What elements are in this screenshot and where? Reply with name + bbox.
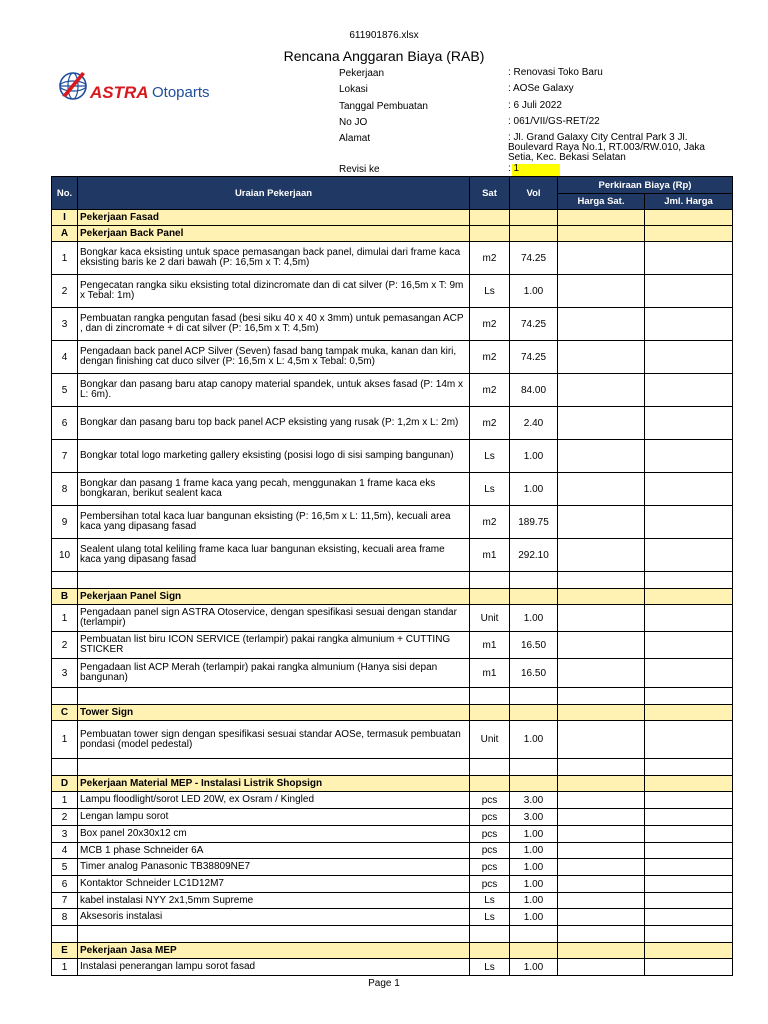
row-description: Bongkar dan pasang 1 frame kaca yang pecah, menggunakan 1 frame kaca eks bongkaran, berikut sealent kaca — [78, 473, 470, 506]
table-row — [52, 605, 733, 632]
row-volume: 2.40 — [510, 407, 558, 440]
row-description: Lengan lampu sorot — [78, 809, 470, 826]
row-unit-price — [558, 473, 645, 506]
row-unit-price — [558, 605, 645, 632]
meta-value-pekerjaan: : Renovasi Toko Baru — [508, 67, 603, 78]
table-row — [52, 374, 733, 407]
row-volume — [510, 943, 558, 959]
row-total-price — [645, 506, 733, 539]
row-total-price — [645, 959, 733, 976]
row-total-price — [645, 242, 733, 275]
row-unit: m2 — [470, 341, 510, 374]
row-description: Pembuatan rangka pengutan fasad (besi siku 40 x 40 x 3mm) untuk pemasangan ACP , dan di zincromate + di cat silver (P: 16,5m x T: 4,5m) — [78, 308, 470, 341]
row-description: Tower Sign — [78, 705, 470, 721]
row-volume — [510, 226, 558, 242]
table-row — [52, 632, 733, 659]
row-unit-price — [558, 688, 645, 705]
row-volume: 16.50 — [510, 632, 558, 659]
row-number: 1 — [52, 959, 78, 976]
row-total-price — [645, 308, 733, 341]
blank-row — [52, 759, 733, 776]
table-row — [52, 473, 733, 506]
row-volume — [510, 572, 558, 589]
row-total-price — [645, 759, 733, 776]
row-total-price — [645, 407, 733, 440]
row-volume — [510, 705, 558, 721]
row-description: Pengadaan back panel ACP Silver (Seven) fasad bang tampak muka, kanan dan kiri, dengan finishing cat duco silver (P: 16,5m x L: 4,5m x Tebal: 0,5m) — [78, 341, 470, 374]
row-number: 4 — [52, 843, 78, 859]
row-description: Pekerjaan Material MEP - Instalasi Listrik Shopsign — [78, 776, 470, 792]
row-unit: m2 — [470, 407, 510, 440]
header-perkiraan-biaya: Perkiraan Biaya (Rp) — [558, 177, 733, 194]
row-unit-price — [558, 876, 645, 893]
row-description: Bongkar dan pasang baru atap canopy material spandek, untuk akses fasad (P: 14m x L: 6m). — [78, 374, 470, 407]
row-unit — [470, 210, 510, 226]
row-unit — [470, 705, 510, 721]
row-unit — [470, 688, 510, 705]
row-unit-price — [558, 210, 645, 226]
table-row — [52, 242, 733, 275]
row-unit-price — [558, 809, 645, 826]
table-row — [52, 308, 733, 341]
row-volume: 16.50 — [510, 659, 558, 688]
meta-value-alamat: : Jl. Grand Galaxy City Central Park 3 Jl. Boulevard Raya No.1, RT.003/RW.010, Jaka Setia, Kec. Bekasi Selatan — [508, 133, 705, 163]
row-number: C — [52, 705, 78, 721]
table-row — [52, 659, 733, 688]
header-vol: Vol — [510, 177, 558, 210]
row-number: 2 — [52, 809, 78, 826]
rab-table — [51, 176, 733, 976]
row-number: 7 — [52, 440, 78, 473]
table-row — [52, 341, 733, 374]
row-number — [52, 688, 78, 705]
row-unit-price — [558, 226, 645, 242]
row-number: 1 — [52, 242, 78, 275]
row-unit-price — [558, 407, 645, 440]
row-unit-price — [558, 843, 645, 859]
row-volume: 3.00 — [510, 792, 558, 809]
row-unit-price — [558, 242, 645, 275]
row-unit: m2 — [470, 374, 510, 407]
table-row — [52, 809, 733, 826]
row-total-price — [645, 893, 733, 909]
row-unit: Ls — [470, 440, 510, 473]
logo-brand: ASTRA — [90, 83, 149, 102]
row-number: 10 — [52, 539, 78, 572]
row-total-price — [645, 843, 733, 859]
row-volume: 1.00 — [510, 876, 558, 893]
row-unit — [470, 572, 510, 589]
meta-value-tanggal: : 6 Juli 2022 — [508, 100, 562, 111]
row-unit: pcs — [470, 809, 510, 826]
row-unit-price — [558, 776, 645, 792]
table-row — [52, 859, 733, 876]
row-volume: 1.00 — [510, 859, 558, 876]
row-total-price — [645, 909, 733, 926]
row-unit: m2 — [470, 242, 510, 275]
row-total-price — [645, 792, 733, 809]
row-description: Pembuatan list biru ICON SERVICE (terlampir) pakai rangka almunium + CUTTING STICKER — [78, 632, 470, 659]
table-row — [52, 893, 733, 909]
row-number: 6 — [52, 407, 78, 440]
row-total-price — [645, 605, 733, 632]
row-unit-price — [558, 943, 645, 959]
row-total-price — [645, 859, 733, 876]
row-total-price — [645, 539, 733, 572]
row-unit: pcs — [470, 826, 510, 843]
row-volume: 1.00 — [510, 826, 558, 843]
row-volume: 1.00 — [510, 275, 558, 308]
meta-value-revisi: : 1 — [508, 163, 520, 174]
row-unit: m1 — [470, 632, 510, 659]
row-description: Box panel 20x30x12 cm — [78, 826, 470, 843]
table-row — [52, 440, 733, 473]
row-number: 3 — [52, 308, 78, 341]
row-description: MCB 1 phase Schneider 6A — [78, 843, 470, 859]
row-total-price — [645, 210, 733, 226]
row-unit-price — [558, 275, 645, 308]
row-total-price — [645, 632, 733, 659]
meta-label-pekerjaan: Pekerjaan — [339, 68, 385, 79]
row-volume — [510, 589, 558, 605]
row-total-price — [645, 440, 733, 473]
blank-row — [52, 572, 733, 589]
row-number: 2 — [52, 275, 78, 308]
row-volume: 1.00 — [510, 473, 558, 506]
section-row — [52, 226, 733, 242]
page-number: Page 1 — [368, 978, 400, 989]
row-unit-price — [558, 506, 645, 539]
section-row — [52, 776, 733, 792]
row-volume — [510, 210, 558, 226]
table-row — [52, 407, 733, 440]
header-no: No. — [52, 177, 78, 210]
row-total-price — [645, 659, 733, 688]
row-total-price — [645, 943, 733, 959]
row-description: Sealent ulang total keliling frame kaca luar bangunan eksisting, kecuali area frame kaca yang dipasang fasad — [78, 539, 470, 572]
row-unit — [470, 589, 510, 605]
meta-value-lokasi: : AOSe Galaxy — [508, 83, 574, 94]
table-row — [52, 506, 733, 539]
row-description: Lampu floodlight/sorot LED 20W, ex Osram / Kingled — [78, 792, 470, 809]
row-description: Pembuatan tower sign dengan spesifikasi sesuai standar AOSe, termasuk pembuatan pondasi (model pedestal) — [78, 721, 470, 759]
table-row — [52, 959, 733, 976]
row-unit: m2 — [470, 308, 510, 341]
row-number: E — [52, 943, 78, 959]
row-volume: 1.00 — [510, 959, 558, 976]
row-number: I — [52, 210, 78, 226]
row-unit-price — [558, 959, 645, 976]
row-unit: m1 — [470, 659, 510, 688]
row-volume: 189.75 — [510, 506, 558, 539]
row-number: 8 — [52, 473, 78, 506]
meta-value-nojo: : 061/VII/GS-RET/22 — [508, 116, 600, 127]
row-total-price — [645, 826, 733, 843]
row-unit-price — [558, 308, 645, 341]
row-number: 7 — [52, 893, 78, 909]
row-description — [78, 926, 470, 943]
row-unit: pcs — [470, 859, 510, 876]
row-unit-price — [558, 721, 645, 759]
meta-label-lokasi: Lokasi — [339, 84, 368, 95]
document-title: Rencana Anggaran Biaya (RAB) — [283, 48, 485, 64]
row-description: Timer analog Panasonic TB38809NE7 — [78, 859, 470, 876]
row-total-price — [645, 776, 733, 792]
row-unit — [470, 759, 510, 776]
blank-row — [52, 926, 733, 943]
row-description: Pembersihan total kaca luar bangunan eksisting (P: 16,5m x L: 11,5m), kecuali area kaca yang dipasang fasad — [78, 506, 470, 539]
row-volume: 1.00 — [510, 605, 558, 632]
row-unit: Ls — [470, 275, 510, 308]
row-unit-price — [558, 341, 645, 374]
row-description: Pekerjaan Jasa MEP — [78, 943, 470, 959]
row-volume: 74.25 — [510, 341, 558, 374]
row-unit-price — [558, 826, 645, 843]
table-row — [52, 539, 733, 572]
row-volume: 74.25 — [510, 242, 558, 275]
meta-label-revisi: Revisi ke — [339, 164, 380, 175]
row-total-price — [645, 809, 733, 826]
row-unit-price — [558, 589, 645, 605]
meta-label-alamat: Alamat — [339, 133, 371, 144]
row-number: 1 — [52, 792, 78, 809]
astra-otoparts-logo — [58, 66, 228, 106]
row-description: Pekerjaan Fasad — [78, 210, 470, 226]
row-volume: 84.00 — [510, 374, 558, 407]
row-description: Aksesoris instalasi — [78, 909, 470, 926]
row-description: Bongkar total logo marketing gallery eksisting (posisi logo di sisi samping bangunan) — [78, 440, 470, 473]
row-description: Bongkar dan pasang baru top back panel ACP eksisting yang rusak (P: 1,2m x L: 2m) — [78, 407, 470, 440]
row-unit: pcs — [470, 792, 510, 809]
row-unit-price — [558, 792, 645, 809]
row-number: 4 — [52, 341, 78, 374]
row-unit: Unit — [470, 605, 510, 632]
row-description: kabel instalasi NYY 2x1,5mm Supreme — [78, 893, 470, 909]
row-unit-price — [558, 909, 645, 926]
row-volume: 1.00 — [510, 721, 558, 759]
table-row — [52, 721, 733, 759]
row-number: 3 — [52, 659, 78, 688]
row-unit: Ls — [470, 909, 510, 926]
row-description — [78, 759, 470, 776]
row-unit-price — [558, 440, 645, 473]
row-number: 5 — [52, 859, 78, 876]
table-row — [52, 826, 733, 843]
rab-table-body — [52, 210, 733, 976]
row-number: D — [52, 776, 78, 792]
row-unit-price — [558, 926, 645, 943]
blank-row — [52, 688, 733, 705]
row-number: B — [52, 589, 78, 605]
row-total-price — [645, 589, 733, 605]
row-description: Pengecatan rangka siku eksisting total dizincromate dan di cat silver (P: 16,5m x T: 9m x Tebal: 1m) — [78, 275, 470, 308]
row-total-price — [645, 572, 733, 589]
header-jml-harga: Jml. Harga — [645, 194, 733, 210]
row-unit — [470, 943, 510, 959]
row-total-price — [645, 721, 733, 759]
row-description: Bongkar kaca eksisting untuk space pemasangan back panel, dimulai dari frame kaca eksisting baris ke 2 dari bawah (P: 16,5m x T: 4,5m) — [78, 242, 470, 275]
row-description: Pengadaan panel sign ASTRA Otoservice, dengan spesifikasi sesuai dengan standar (terlampir) — [78, 605, 470, 632]
row-total-price — [645, 876, 733, 893]
meta-label-tanggal: Tanggal Pembuatan — [339, 101, 428, 112]
row-total-price — [645, 688, 733, 705]
row-unit: m1 — [470, 539, 510, 572]
row-unit: pcs — [470, 876, 510, 893]
row-unit: m2 — [470, 506, 510, 539]
section-row — [52, 589, 733, 605]
row-total-price — [645, 473, 733, 506]
row-unit: pcs — [470, 843, 510, 859]
row-total-price — [645, 341, 733, 374]
row-description — [78, 688, 470, 705]
row-unit-price — [558, 705, 645, 721]
file-name: 611901876.xlsx — [349, 30, 419, 41]
row-unit-price — [558, 893, 645, 909]
row-unit: Ls — [470, 959, 510, 976]
row-description: Instalasi penerangan lampu sorot fasad — [78, 959, 470, 976]
row-number: 1 — [52, 721, 78, 759]
row-number — [52, 759, 78, 776]
row-volume: 1.00 — [510, 440, 558, 473]
row-volume: 1.00 — [510, 909, 558, 926]
row-unit-price — [558, 659, 645, 688]
row-description: Pekerjaan Back Panel — [78, 226, 470, 242]
row-number: 1 — [52, 605, 78, 632]
row-volume: 1.00 — [510, 893, 558, 909]
row-unit — [470, 776, 510, 792]
row-number: 2 — [52, 632, 78, 659]
row-volume — [510, 926, 558, 943]
row-volume: 3.00 — [510, 809, 558, 826]
row-number — [52, 572, 78, 589]
meta-label-nojo: No JO — [339, 117, 368, 128]
row-unit — [470, 226, 510, 242]
row-volume — [510, 776, 558, 792]
row-unit-price — [558, 632, 645, 659]
section-row — [52, 210, 733, 226]
row-volume — [510, 688, 558, 705]
row-number: 8 — [52, 909, 78, 926]
row-total-price — [645, 275, 733, 308]
row-unit: Ls — [470, 893, 510, 909]
row-volume: 74.25 — [510, 308, 558, 341]
row-volume: 1.00 — [510, 843, 558, 859]
table-row — [52, 843, 733, 859]
row-number: 9 — [52, 506, 78, 539]
row-number: 3 — [52, 826, 78, 843]
row-unit: Ls — [470, 473, 510, 506]
row-description: Pekerjaan Panel Sign — [78, 589, 470, 605]
row-description: Pengadaan list ACP Merah (terlampir) pakai rangka almunium (Hanya sisi depan bangunan) — [78, 659, 470, 688]
row-volume — [510, 759, 558, 776]
row-total-price — [645, 374, 733, 407]
header-sat: Sat — [470, 177, 510, 210]
header-harga-sat: Harga Sat. — [558, 194, 645, 210]
table-row — [52, 876, 733, 893]
row-unit — [470, 926, 510, 943]
row-number — [52, 926, 78, 943]
table-row — [52, 275, 733, 308]
row-number: A — [52, 226, 78, 242]
row-number: 6 — [52, 876, 78, 893]
row-unit-price — [558, 539, 645, 572]
row-unit: Unit — [470, 721, 510, 759]
row-unit-price — [558, 374, 645, 407]
row-unit-price — [558, 759, 645, 776]
row-description: Kontaktor Schneider LC1D12M7 — [78, 876, 470, 893]
logo-sub: Otoparts — [152, 84, 210, 101]
row-unit-price — [558, 859, 645, 876]
table-row — [52, 909, 733, 926]
row-number: 5 — [52, 374, 78, 407]
header-uraian: Uraian Pekerjaan — [78, 177, 470, 210]
row-total-price — [645, 926, 733, 943]
row-total-price — [645, 226, 733, 242]
section-row — [52, 705, 733, 721]
row-total-price — [645, 705, 733, 721]
section-row — [52, 943, 733, 959]
table-row — [52, 792, 733, 809]
row-description — [78, 572, 470, 589]
row-unit-price — [558, 572, 645, 589]
row-volume: 292.10 — [510, 539, 558, 572]
